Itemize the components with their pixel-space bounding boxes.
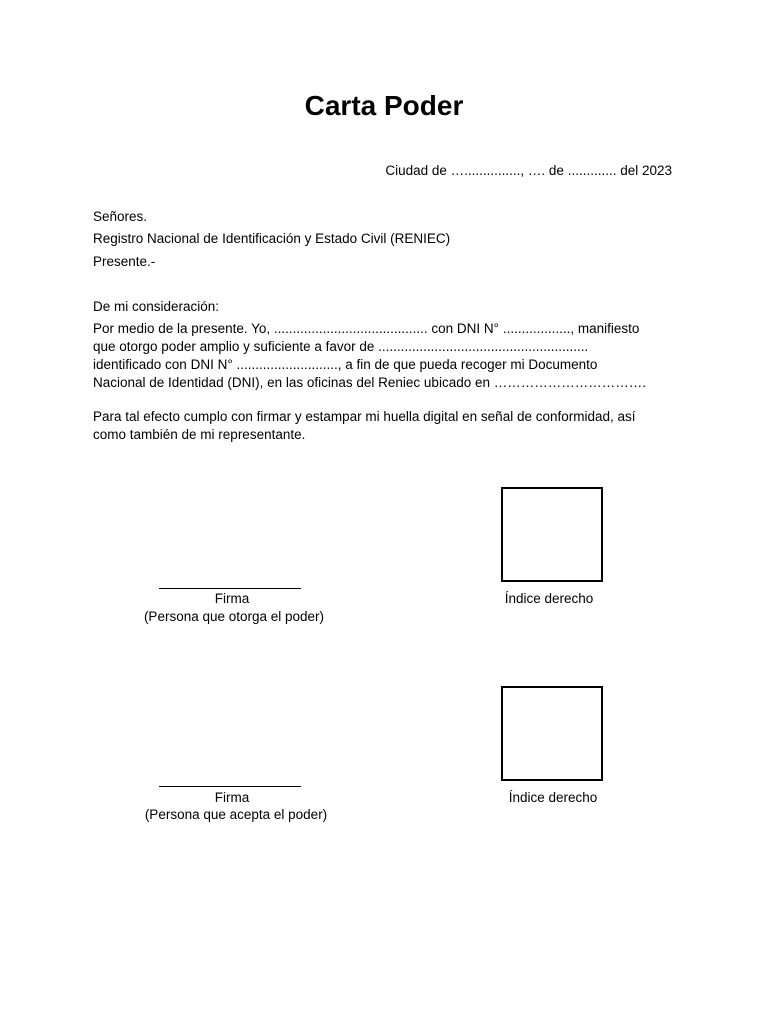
body-line-4: Nacional de Identidad (DNI), en las oficinas del Reniec ubicado en …………………………….	[93, 375, 646, 390]
fingerprint-box-grantee	[501, 686, 603, 781]
closing-line-2: como también de mi representante.	[93, 427, 306, 442]
body-line-2: que otorgo poder amplio y suficiente a favor de ........................................................	[93, 339, 589, 354]
person-label-grantor: (Persona que otorga el poder)	[143, 609, 325, 624]
addressee-salutation: Señores.	[93, 209, 148, 224]
date-line: Ciudad de …..............., …. de ............. del 2023	[385, 163, 672, 178]
fingerprint-label-grantor: Índice derecho	[504, 591, 594, 606]
body-paragraph	[93, 320, 683, 392]
fingerprint-box-grantor	[501, 487, 603, 582]
body-line-1: Por medio de la presente. Yo, ......................................... con DNI N° .................., manifiesto	[93, 321, 640, 336]
addressee-presente: Presente.-	[93, 254, 156, 269]
consideration-heading: De mi consideración:	[93, 299, 220, 314]
firma-label-grantor: Firma	[214, 591, 250, 606]
closing-line-1: Para tal efecto cumplo con firmar y estampar mi huella digital en señal de conformidad, así	[93, 409, 636, 424]
addressee-institution: Registro Nacional de Identificación y Estado Civil (RENIEC)	[93, 231, 451, 246]
person-label-grantee: (Persona que acepta el poder)	[144, 807, 328, 822]
closing-paragraph	[93, 408, 683, 444]
document-title: Carta Poder	[304, 90, 464, 121]
body-line-3: identificado con DNI N° ..........................., a fin de que pueda recoger mi Documento	[93, 357, 598, 372]
firma-label-grantee: Firma	[214, 790, 250, 805]
signature-line-grantor	[159, 588, 301, 589]
signature-line-grantee	[159, 786, 301, 787]
fingerprint-label-grantee: Índice derecho	[508, 790, 598, 805]
